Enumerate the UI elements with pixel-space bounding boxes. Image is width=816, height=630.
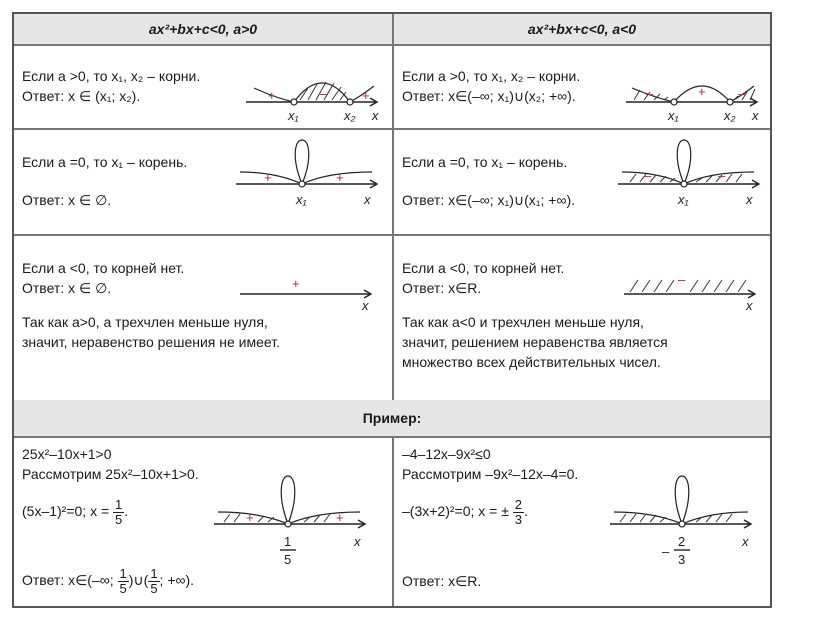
- fraction-numerator: 1: [119, 566, 127, 581]
- equation-text: –(3x+2)²=0; x = ±: [402, 503, 509, 520]
- text-line: Ответ: x ∈ (x₁; x₂).: [22, 88, 141, 104]
- parabola-right: [682, 512, 748, 524]
- graph-one-root-negative: [618, 136, 768, 216]
- parabola-right: [288, 512, 360, 524]
- root-point: [671, 99, 677, 105]
- x1-label: x₁: [668, 108, 679, 123]
- x-axis-label: x: [746, 298, 753, 313]
- example-title: Пример:: [362, 410, 422, 426]
- text-line: –4–12x–9x²≤0: [402, 446, 491, 462]
- minus-sign: –: [678, 272, 686, 287]
- root-numerator: 1: [284, 534, 292, 549]
- row2-right-text: [402, 152, 575, 210]
- plus-sign: +: [336, 170, 344, 185]
- text-line: Ответ: x∈(–∞; x₁)∪(x₂; +∞).: [402, 88, 576, 104]
- x-axis-label: x: [354, 534, 361, 549]
- root-loop: [677, 140, 691, 184]
- x1-label: x₁: [296, 192, 307, 207]
- fraction-denominator: 5: [119, 581, 127, 596]
- graph-no-roots-negative: [624, 272, 764, 312]
- minus-sign: –: [646, 86, 654, 101]
- root-point: [285, 521, 291, 527]
- x1-label: x₁: [678, 192, 689, 207]
- text-line: Если a =0, то x₁ – корень.: [402, 154, 568, 170]
- root-sign: –: [662, 544, 670, 559]
- root-loop: [281, 476, 295, 524]
- text-line: Если a <0, то корней нет.: [22, 260, 185, 276]
- x1-label: x₁: [288, 108, 299, 123]
- text-line: Так как a>0, а трехчлен меньше нуля,: [22, 314, 268, 330]
- graph-one-root-positive: [236, 136, 386, 216]
- text-line: Если a >0, то x₁, x₂ – корни.: [402, 68, 581, 84]
- header-right: [394, 14, 770, 44]
- x2-label: x₂: [724, 108, 736, 123]
- x-axis-label: x: [742, 534, 749, 549]
- example-left-answer: [22, 567, 199, 596]
- row1-right-text: [402, 66, 580, 106]
- plus-sign: +: [362, 88, 370, 103]
- plus-sign: +: [268, 88, 276, 103]
- fraction-numerator: 1: [150, 566, 158, 581]
- root-point: [679, 521, 685, 527]
- minus-sign: –: [644, 168, 652, 183]
- minus-sign: –: [320, 86, 328, 101]
- answer-text: )∪(: [128, 572, 149, 589]
- x-axis-label: x: [752, 108, 759, 123]
- row1-left-text: [22, 66, 200, 106]
- graph-two-roots-outside: [626, 64, 766, 124]
- fraction: [513, 498, 524, 527]
- minus-sign: –: [738, 86, 746, 101]
- example-left-text: [22, 444, 199, 596]
- minus-sign: –: [718, 168, 726, 183]
- hatching: [620, 514, 732, 522]
- plus-sign: +: [264, 170, 272, 185]
- example-left-equation: (5x–1)²=0; x = $\frac{1}{5}$ .: [22, 497, 129, 527]
- x-axis-label: x: [364, 192, 371, 207]
- example-right-answer: Ответ: x∈R.: [402, 573, 482, 589]
- equation-text: (5x–1)²=0; x =: [22, 503, 110, 520]
- plus-sign: +: [336, 510, 344, 525]
- fraction-numerator: 1: [115, 497, 123, 512]
- text-line: Ответ: x ∈ ∅.: [22, 280, 112, 296]
- root-point: [299, 181, 305, 187]
- text-line: Ответ: x∈R.: [402, 280, 482, 296]
- header-left-text: ax²+bx+c<0, a>0: [148, 21, 258, 37]
- divider: [392, 14, 394, 400]
- inequality-table: [12, 12, 772, 608]
- root-denominator: 3: [678, 552, 686, 567]
- graph-no-roots-positive: [240, 272, 380, 312]
- hatching: [630, 280, 746, 292]
- text-line: Рассмотрим –9x²–12x–4=0.: [402, 466, 579, 482]
- fraction: [113, 498, 124, 527]
- root-loop: [675, 476, 689, 524]
- text-line: Если a <0, то корней нет.: [402, 260, 565, 276]
- x-axis-label: x: [372, 108, 379, 123]
- answer-text: Ответ: x∈(–∞;: [22, 572, 118, 589]
- fraction-numerator: 2: [514, 497, 523, 512]
- text-line: Так как a<0 и трехчлен меньше нуля,: [402, 314, 644, 330]
- example-header: [14, 400, 770, 436]
- hatching: [224, 514, 330, 522]
- root-point: [727, 99, 733, 105]
- graph-example-left: [214, 466, 384, 576]
- fraction: [118, 567, 129, 596]
- plus-sign: +: [698, 84, 706, 99]
- divider: [392, 436, 394, 606]
- fraction-denominator: 5: [150, 581, 158, 596]
- text-line: 25x²–10x+1>0: [22, 446, 112, 462]
- graph-example-right: [610, 466, 770, 576]
- parabola-left: [614, 512, 682, 524]
- text-line: множество всех действительных чисел.: [402, 354, 661, 370]
- graph-two-roots-inside: [246, 64, 386, 124]
- root-point: [681, 181, 687, 187]
- header-right-text: ax²+bx+c<0, a<0: [527, 21, 637, 37]
- x-axis-label: x: [362, 298, 369, 313]
- text-line: значит, неравенство решения не имеет.: [22, 334, 280, 350]
- x-axis-label: x: [746, 192, 753, 207]
- root-point: [347, 99, 353, 105]
- text-line: Ответ: x ∈ ∅.: [22, 192, 112, 208]
- text-line: Если a =0, то x₁ – корень.: [22, 154, 188, 170]
- root-numerator: 2: [678, 534, 686, 549]
- plus-sign: +: [246, 510, 254, 525]
- root-point: [291, 99, 297, 105]
- plus-sign: +: [292, 276, 300, 291]
- text-line: Ответ: x∈(–∞; x₁)∪(x₁; +∞).: [402, 192, 576, 208]
- fraction: [148, 567, 159, 596]
- example-right-equation: –(3x+2)²=0; x = ± $\frac{2}{3}$ .: [402, 497, 528, 527]
- root-loop: [295, 140, 309, 184]
- example-right-text: [402, 444, 578, 591]
- fraction-denominator: 3: [514, 512, 523, 527]
- text-line: значит, решением неравенства является: [402, 334, 668, 350]
- x2-label: x₂: [344, 108, 356, 123]
- text-line: Рассмотрим 25x²–10x+1>0.: [22, 466, 199, 482]
- header-left: [14, 14, 392, 44]
- fraction-denominator: 5: [115, 512, 123, 527]
- root-denominator: 5: [284, 552, 292, 567]
- row2-left-text: [22, 152, 187, 210]
- text-line: Если a >0, то x₁, x₂ – корни.: [22, 68, 201, 84]
- answer-text: ; +∞).: [159, 572, 195, 589]
